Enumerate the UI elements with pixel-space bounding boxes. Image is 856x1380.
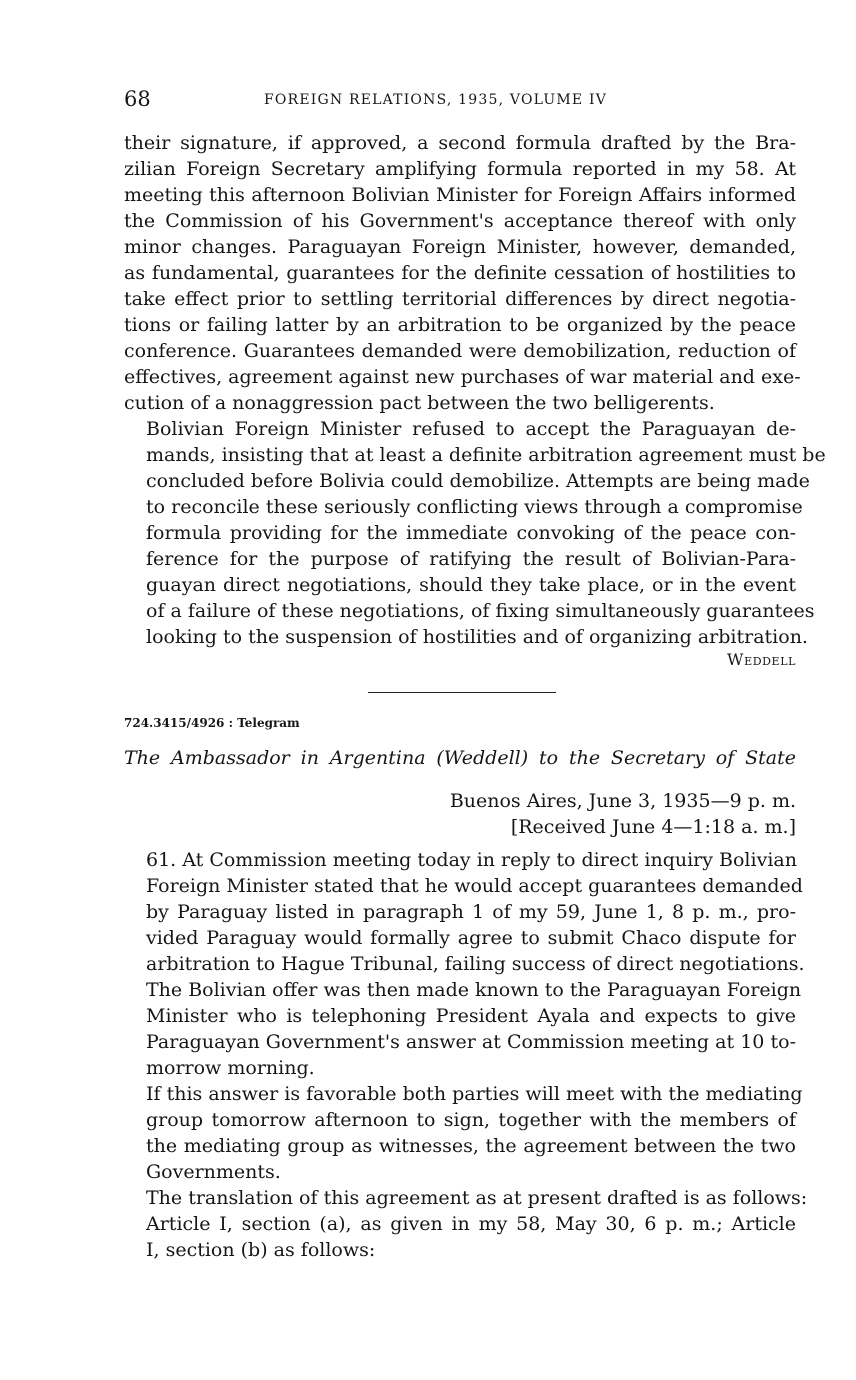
text-line: morrow morning. [146, 1057, 315, 1079]
text-line: as fundamental, guarantees for the definite cessation of hostilities to [124, 262, 796, 284]
text-line: conference. Guarantees demanded were demobilization, reduction of [124, 340, 796, 362]
text-line: cution of a nonaggression pact between the two belligerents. [124, 392, 715, 414]
text-line: 61. At Commission meeting today in reply to direct inquiry Bolivian [146, 849, 797, 871]
text-line: Governments. [146, 1161, 281, 1183]
text-line: mands, insisting that at least a definite arbitration agreement must be [146, 444, 826, 466]
text-line: ference for the purpose of ratifying the result of Bolivian-Para- [146, 548, 796, 570]
text-line: the mediating group as witnesses, the agreement between the two [146, 1135, 796, 1157]
received-line: [Received June 4—1:18 a. m.] [510, 816, 796, 838]
text-line: Minister who is telephoning President Ayala and expects to give [146, 1005, 796, 1027]
dateline: Buenos Aires, June 3, 1935—9 p. m. [449, 790, 796, 812]
text-line: Bolivian Foreign Minister refused to accept the Paraguayan de- [146, 418, 796, 440]
running-header [124, 86, 796, 116]
text-line: their signature, if approved, a second formula drafted by the Bra- [124, 132, 796, 154]
text-line: by Paraguay listed in paragraph 1 of my 59, June 1, 8 p. m., pro- [146, 901, 796, 923]
text-line: of a failure of these negotiations, of fixing simultaneously guarantees [146, 600, 815, 622]
text-line: The translation of this agreement as at present drafted is as follows: [146, 1187, 808, 1209]
text-line: group tomorrow afternoon to sign, together with the members of [146, 1109, 796, 1131]
text-line: meeting this afternoon Bolivian Minister for Foreign Affairs informed [124, 184, 796, 206]
text-line: the Commission of his Government's acceptance thereof with only [124, 210, 796, 232]
paragraph-favorable-answer [124, 1081, 803, 1185]
text-line: I, section (b) as follows: [146, 1239, 376, 1261]
running-header-title: FOREIGN RELATIONS, 1935, VOLUME IV [264, 92, 608, 108]
text-line: Article I, section (a), as given in my 58, May 30, 6 p. m.; Article [146, 1213, 796, 1235]
text-line: If this answer is favorable both parties will meet with the mediating [146, 1083, 803, 1105]
paragraph-bolivian-refusal [124, 416, 826, 650]
paragraph-continuation [124, 130, 801, 416]
document-heading: The Ambassador in Argentina (Weddell) to the Secretary of State [124, 747, 796, 769]
text-line: guayan direct negotiations, should they take place, or in the event [146, 574, 796, 596]
paragraph-bolivian-offer [124, 977, 802, 1081]
signature: Weddell [727, 650, 796, 669]
text-line: looking to the suspension of hostilities and of organizing arbitration. [146, 626, 808, 648]
text-line: arbitration to Hague Tribunal, failing success of direct negotiations. [146, 953, 805, 975]
text-line: to reconcile these seriously conflicting views through a compromise [146, 496, 803, 518]
text-line: minor changes. Paraguayan Foreign Minister, however, demanded, [124, 236, 796, 258]
text-line: take effect prior to settling territorial differences by direct negotia- [124, 288, 796, 310]
file-reference: 724.3415/4926 : Telegram [124, 716, 300, 730]
text-line: Paraguayan Government's answer at Commission meeting at 10 to- [146, 1031, 796, 1053]
section-divider [368, 692, 556, 693]
text-line: The Bolivian offer was then made known to the Paraguayan Foreign [146, 979, 802, 1001]
text-line: vided Paraguay would formally agree to submit Chaco dispute for [146, 927, 796, 949]
text-line: Foreign Minister stated that he would accept guarantees demanded [146, 875, 803, 897]
paragraph-translation [124, 1185, 808, 1211]
text-line: zilian Foreign Secretary amplifying formula reported in my 58. At [124, 158, 796, 180]
text-line: effectives, agreement against new purchases of war material and exe- [124, 366, 801, 388]
text-line: formula providing for the immediate convoking of the peace con- [146, 522, 796, 544]
text-line: tions or failing latter by an arbitration to be organized by the peace [124, 314, 796, 336]
page-number: 68 [124, 87, 151, 111]
paragraph-article-i [124, 1211, 796, 1263]
text-line: concluded before Bolivia could demobilize. Attempts are being made [146, 470, 810, 492]
paragraph-61 [124, 847, 805, 977]
